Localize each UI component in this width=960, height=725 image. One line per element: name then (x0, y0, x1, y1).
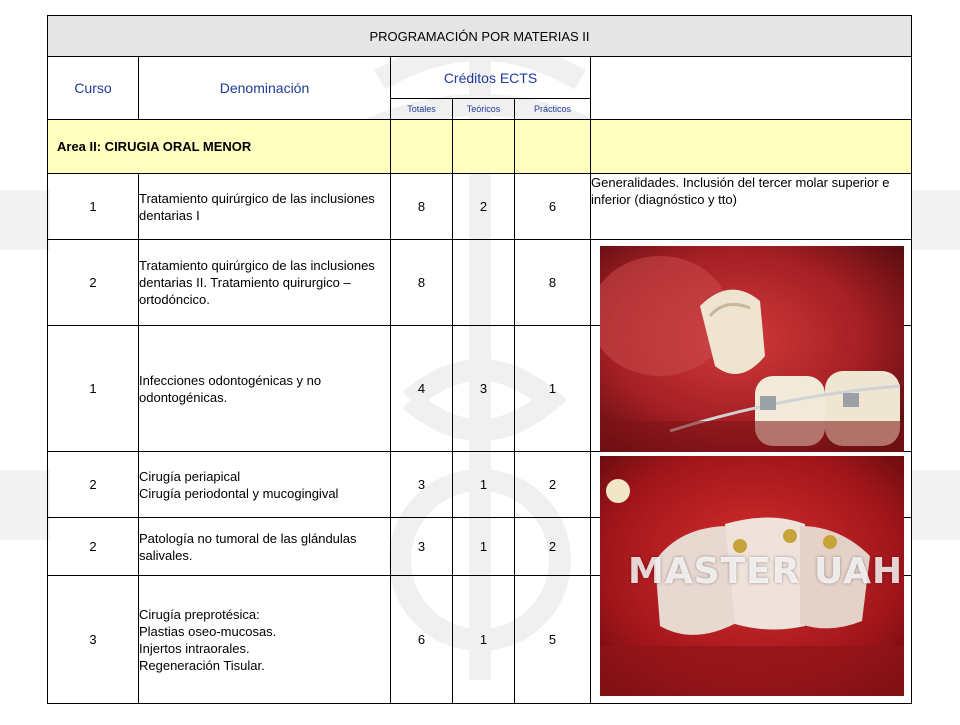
teoricos-cell: 1 (453, 518, 515, 576)
teoricos-cell: 3 (453, 326, 515, 452)
curso-cell: 1 (48, 326, 139, 452)
header-totales: Totales (391, 99, 453, 120)
surgical-photo-impacted-tooth (600, 246, 904, 452)
totales-cell: 8 (391, 240, 453, 326)
curso-cell: 2 (48, 452, 139, 518)
header-curso: Curso (48, 57, 139, 120)
totales-cell: 6 (391, 576, 453, 704)
area-row (48, 120, 912, 174)
denominacion-cell: Patología no tumoral de las glándulas salivales. (139, 518, 391, 576)
curso-cell: 2 (48, 518, 139, 576)
denominacion-cell: Tratamiento quirúrgico de las inclusiones dentarias I (139, 174, 391, 240)
photo-watermark: MASTER UAH (628, 551, 904, 592)
totales-cell: 3 (391, 452, 453, 518)
denominacion-cell: Infecciones odontogénicas y no odontogénicas. (139, 326, 391, 452)
totales-cell: 4 (391, 326, 453, 452)
table-title: PROGRAMACIÓN POR MATERIAS II (48, 16, 912, 57)
denominacion-cell: Tratamiento quirúrgico de las inclusiones dentarias II. Tratamiento quirurgico – ortodóncico. (139, 240, 391, 326)
table-row (48, 174, 912, 240)
teoricos-cell: 2 (453, 174, 515, 240)
practicos-cell: 2 (515, 518, 591, 576)
descripcion-cell: Generalidades. Inclusión del tercer molar superior e inferior (diagnóstico y tto) (591, 174, 912, 240)
teoricos-cell: 1 (453, 576, 515, 704)
teoricos-cell (453, 240, 515, 326)
area-label: Area II: CIRUGIA ORAL MENOR (48, 120, 391, 174)
practicos-cell: 6 (515, 174, 591, 240)
curso-cell: 1 (48, 174, 139, 240)
area-cell (591, 120, 912, 174)
practicos-cell: 2 (515, 452, 591, 518)
area-cell (453, 120, 515, 174)
surgical-photo-bone-graft (600, 456, 904, 696)
totales-cell: 3 (391, 518, 453, 576)
teoricos-cell: 1 (453, 452, 515, 518)
header-denominacion: Denominación (139, 57, 391, 120)
denominacion-cell: Cirugía preprotésica: Plastias oseo-mucosas. Injertos intraorales. Regeneración Tisular. (139, 576, 391, 704)
header-creditos-ects: Créditos ECTS (391, 57, 591, 99)
curso-cell: 2 (48, 240, 139, 326)
practicos-cell: 5 (515, 576, 591, 704)
totales-cell: 8 (391, 174, 453, 240)
denominacion-cell: Cirugía periapical Cirugía periodontal y mucogingival (139, 452, 391, 518)
curso-cell: 3 (48, 576, 139, 704)
header-practicos: Prácticos (515, 99, 591, 120)
area-cell (391, 120, 453, 174)
practicos-cell: 8 (515, 240, 591, 326)
area-cell (515, 120, 591, 174)
header-teoricos: Teóricos (453, 99, 515, 120)
header-blank (591, 57, 912, 120)
practicos-cell: 1 (515, 326, 591, 452)
